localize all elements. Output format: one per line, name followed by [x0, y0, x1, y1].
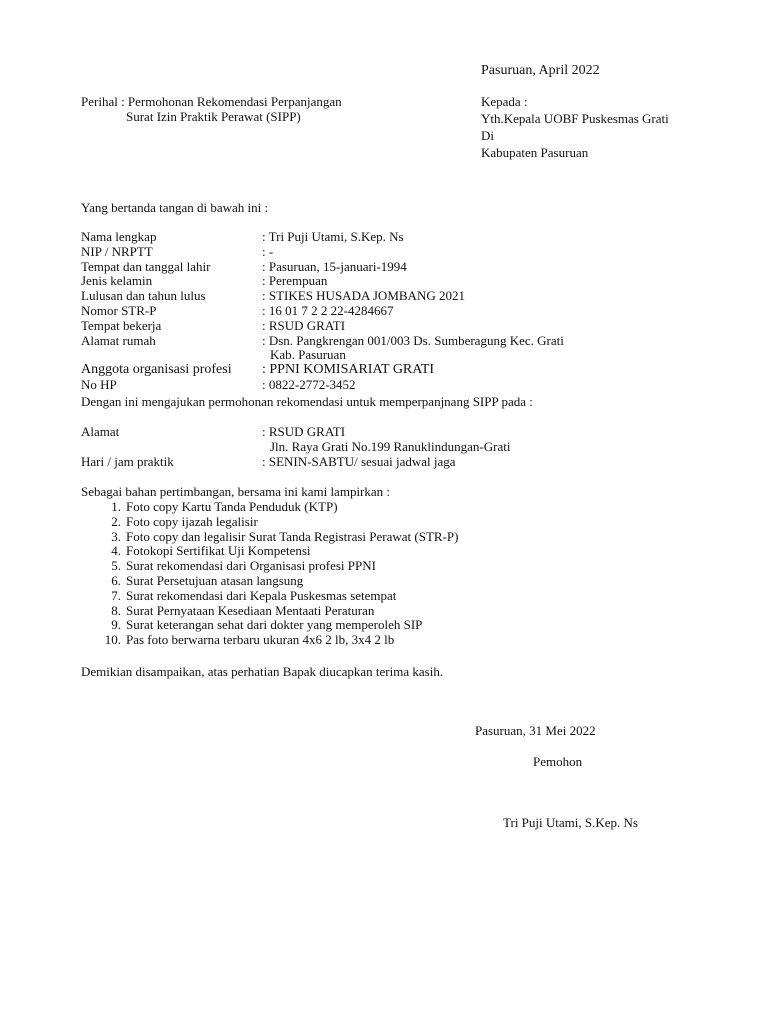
practice-address-value: : RSUD GRATI	[262, 424, 346, 439]
field-label: Anggota organisasi profesi	[81, 362, 232, 378]
field-label: NIP / NRPTT	[81, 243, 153, 259]
field-label: Nomor STR-P	[81, 302, 157, 318]
list-text: Foto copy Kartu Tanda Penduduk (KTP)	[126, 499, 338, 514]
list-number: 8.	[111, 602, 121, 618]
attachments-intro: Sebagai bahan pertimbangan, bersama ini kami lampirkan :	[81, 484, 391, 499]
list-number: 6.	[111, 572, 121, 588]
list-number: 9.	[111, 617, 121, 633]
field-value: : -	[262, 243, 274, 259]
practice-hours-label: Hari / jam praktik	[81, 453, 174, 469]
signature-name: Tri Puji Utami, S.Kep. Ns	[503, 815, 638, 830]
list-text: Surat keterangan sehat dari dokter yang memperoleh SIP	[126, 617, 423, 633]
field-value: : 16 01 7 2 2 22-4284667	[262, 302, 394, 318]
field-value: : Dsn. Pangkrengan 001/003 Ds. Sumberagung Kec. Grati	[262, 332, 564, 348]
field-label: Tempat bekerja	[81, 317, 162, 333]
signature-place-date: Pasuruan, 31 Mei 2022	[475, 723, 596, 738]
recipient-location: Kabupaten Pasuruan	[481, 145, 589, 160]
recipient-di: Di	[481, 128, 494, 143]
field-label: Nama lengkap	[81, 229, 157, 244]
list-number: 4.	[111, 543, 121, 559]
field-value-continued: Kab. Pasuruan	[270, 347, 346, 363]
field-value: : 0822-2772-3452	[262, 376, 356, 392]
list-number: 2.	[111, 513, 121, 529]
list-text: Surat Pernyataan Kesediaan Mentaati Peraturan	[126, 602, 375, 618]
practice-hours-value: : SENIN-SABTU/ sesuai jadwal jaga	[262, 453, 456, 469]
field-value: : Tri Puji Utami, S.Kep. Ns	[262, 229, 404, 244]
signature-role: Pemohon	[533, 754, 583, 769]
list-text: Fotokopi Sertifikat Uji Kompetensi	[126, 543, 311, 559]
field-label: Jenis kelamin	[81, 273, 153, 289]
field-value: : RSUD GRATI	[262, 317, 346, 333]
field-value: : Pasuruan, 15-januari-1994	[262, 258, 407, 274]
letter-place-date: Pasuruan, April 2022	[481, 63, 600, 78]
field-label: No HP	[81, 376, 117, 392]
list-text: Pas foto berwarna terbaru ukuran 4x6 2 lb, 3x4 2 lb	[126, 632, 395, 648]
closing-text: Demikian disampaikan, atas perhatian Bapak diucapkan terima kasih.	[81, 664, 444, 679]
field-value: : Perempuan	[262, 273, 328, 289]
list-number: 7.	[111, 587, 121, 603]
list-number: 5.	[111, 558, 121, 574]
field-value: : STIKES HUSADA JOMBANG 2021	[262, 288, 465, 304]
recipient-heading: Kepada :	[481, 94, 528, 109]
list-number: 1.	[111, 499, 121, 514]
intro-text: Yang bertanda tangan di bawah ini :	[81, 200, 269, 215]
list-text: Foto copy dan legalisir Surat Tanda Registrasi Perawat (STR-P)	[126, 528, 459, 544]
list-text: Surat rekomendasi dari Organisasi profesi PPNI	[126, 558, 376, 574]
recipient-block	[481, 94, 669, 162]
subject-line: Perihal : Permohonan Rekomendasi Perpanjangan	[81, 94, 342, 109]
list-number: 3.	[111, 528, 121, 544]
field-label: Lulusan dan tahun lulus	[81, 288, 206, 304]
list-number: 10.	[104, 632, 121, 648]
field-label: Alamat rumah	[81, 332, 156, 348]
subject-line-continued: Surat Izin Praktik Perawat (SIPP)	[126, 109, 301, 124]
field-value: : PPNI KOMISARIAT GRATI	[262, 362, 435, 378]
recipient-name: Yth.Kepala UOBF Puskesmas Grati	[481, 111, 669, 126]
practice-address-label: Alamat	[81, 424, 120, 439]
list-text: Surat rekomendasi dari Kepala Puskesmas setempat	[126, 587, 397, 603]
list-text: Foto copy ijazah legalisir	[126, 513, 258, 529]
practice-address-value-continued: Jln. Raya Grati No.199 Ranuklindungan-Grati	[270, 438, 511, 454]
field-label: Tempat dan tanggal lahir	[81, 258, 211, 274]
list-text: Surat Persetujuan atasan langsung	[126, 572, 304, 588]
request-text: Dengan ini mengajukan permohonan rekomendasi untuk memperpanjnang SIPP pada :	[81, 394, 533, 409]
